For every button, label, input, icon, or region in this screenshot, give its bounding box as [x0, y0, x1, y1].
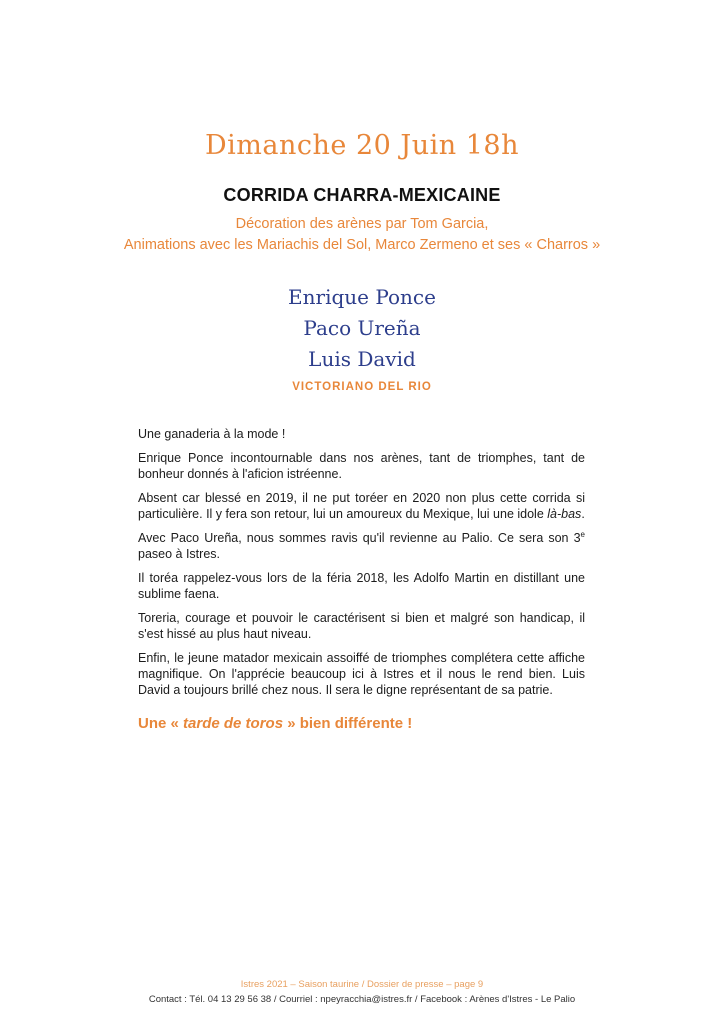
paragraph: Enrique Ponce incontournable dans nos arènes, tant de triomphes, tant de bonheur donnés à l'aficion istréenne. [138, 451, 585, 481]
matador-name: Enrique Ponce [288, 285, 436, 309]
paragraph: Une ganaderia à la mode ! [138, 427, 286, 441]
paragraph: Enfin, le jeune matador mexicain assoiffé de triomphes complétera cette affiche magnifique. On l'apprécie beaucoup ici à Istres et il nous le rend bien. Luis David a toujours brillé chez nous. Il sera le digne représentant de sa patrie. [138, 651, 585, 697]
matador-name: Luis David [308, 347, 416, 371]
event-date-title: Dimanche 20 Juin 18h [205, 130, 519, 161]
footer-contact: Contact : Tél. 04 13 29 56 38 / Courriel : npeyracchia@istres.fr / Facebook : Arènes d'Istres - Le Palio [148, 994, 576, 1005]
ordinal-superscript: e [580, 529, 585, 539]
paragraph-emphasis: là-bas [547, 507, 582, 521]
tagline-suffix: » bien différente ! [283, 715, 413, 732]
subtitle-decoration: Décoration des arènes par Tom Garcia, [235, 216, 489, 232]
paragraph [138, 490, 585, 522]
paragraph [138, 530, 585, 562]
subtitle-animations: Animations avec les Mariachis del Sol, Marco Zermeno et ses « Charros » [123, 237, 601, 253]
paragraph-text: Absent car blessé en 2019, il ne put toréer en 2020 non plus cette corrida si particulière. Il y fera son retour, lui un amoureux du Mexique, lui une idole [138, 491, 585, 521]
tagline [138, 715, 412, 732]
paragraph-text: Avec Paco Ureña, nous sommes ravis qu'il revienne au Palio. Ce sera son 3 [138, 531, 581, 545]
tagline-prefix: Une « [138, 715, 184, 732]
ganaderia-name: VICTORIANO DEL RIO [292, 381, 432, 393]
paragraph: Toreria, courage et pouvoir le caractérisent si bien et malgré son handicap, il s'est hissé au plus haut niveau. [138, 611, 585, 641]
paragraph-text: . [581, 507, 585, 521]
event-title: CORRIDA CHARRA-MEXICAINE [223, 185, 501, 205]
paragraph: Il toréa rappelez-vous lors de la féria 2018, les Adolfo Martin en distillant une sublime faena. [138, 571, 585, 601]
paragraph-text: paseo à Istres. [138, 547, 220, 561]
article-body [138, 426, 585, 706]
footer-page-info: Istres 2021 – Saison taurine / Dossier de presse – page 9 [240, 979, 484, 990]
tagline-emphasis: tarde de toros [183, 715, 284, 732]
matador-name: Paco Ureña [303, 316, 421, 340]
